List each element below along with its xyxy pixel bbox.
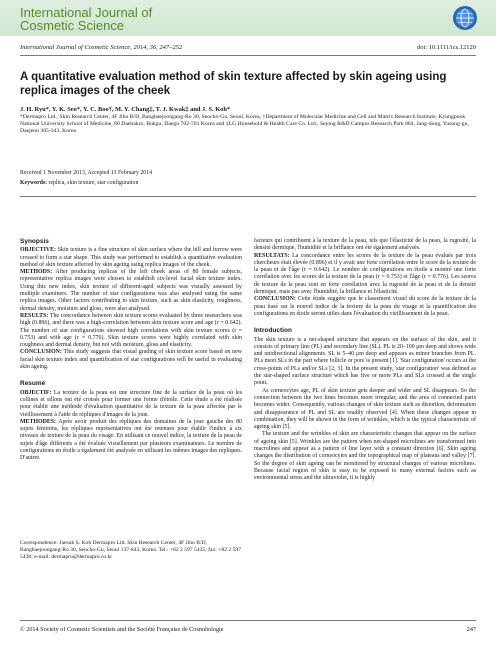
resume-conclusion: CONCLUSION: Cette étude suggère que le classement visuel du score de la texture de la peau basé sur le nouvel indice de la texture de la peau du visage et la quantification des configurations en étoile seront utiles dans l'évaluation du vieillissement de la peau. (254, 296, 476, 317)
running-head-doi[interactable]: doi: 10.1111/ics.12120 (416, 44, 476, 51)
intro-paragraph-1: The skin texture is a net-shaped structure that appears on the surface of the skin, and it consists of primary line (PL) and secondary line (SL). PL is 20–100 μm deep and shows wide and unidirectional alignments. SL is 5–40 μm deep and appears as minor branches from PL. PLs meet SLs in the part where follicle or pore is present [1]. 'Star configuration' occurs at the cross-points of PLs and/or SLs [2, 3]. In the present study, 'star configuration' was defined as the star-shaped surface structure which has five or more PLs and SLs crossed at the single point. (254, 336, 476, 387)
synopsis-heading: Synopsis (20, 238, 49, 245)
left-column (20, 238, 242, 463)
keywords-label: Keywords: (20, 180, 48, 186)
intro-paragraph-2: As corneocytes age, PL of skin texture gets deeper and wider and SL disappears. So the connection between the two lines becomes more irregular, and the area of connected parts becomes wider. Consequently, various changes of skin texture such as distortion, deformation and disappearance of PL and SL are readily observed [4]. When these changes appear in combination, they will be shown in the form of wrinkles, which is the typical characteristic of ageing skin [5]. (254, 387, 476, 431)
resume-resultats: RESULTATS: La concordance entre les scores de la texture de la peau évalués par trois chercheurs était élevée (0.896) et il y avait une forte corrélation entre le score de la texture de la peau et de l'âge (r = 0.642). Le nombre de configurations en étoile a montré une forte corrélation avec les scores de la texture de la peau (r = 0.753) et l'âge (r = 0.776). Les scores de texture de la peau sont en forte corrélation avec la rugosité de la peau et de la densité dermique, mais pas avec l'humidité, la brillance et l'élasticité. (254, 252, 476, 296)
right-column (254, 238, 476, 483)
author-list: J. H. Ryu*, Y. K. Seo*, Y. C. Boo†, M. Y. Chang‡, T. J. Kwak‡ and J. S. Koh* (20, 106, 231, 113)
abstract-rule (20, 196, 476, 197)
keywords (20, 180, 138, 186)
received-dates: Received 1 November 2013, Accepted 13 February 2014 (20, 170, 153, 176)
page-number: 247 (466, 626, 476, 633)
journal-title-line2: Cosmetic Science (20, 18, 125, 33)
running-head-citation: International Journal of Cosmetic Science, 2014, 36, 247–252 (20, 44, 183, 51)
synopsis-objective: OBJECTIVE: Skin texture is a fine structure of skin surface where the hill and furrow were crossed to form a star shape. This study was performed to establish a quantitative evaluation method of skin texture affected by skin ageing using replica images of the cheek. (20, 247, 242, 268)
resume-methodes: METHODES: Après avoir produit des répliques des domaines de la joue gauche des 80 sujets féminins, les répliques représentatives ont été retenues pour établir l'indice à six niveaux de texture de la peau du visage. En utilisant ce nouvel indice, la texture de la peau de sujets d'âge différents a été évaluée visuellement par plusieurs examinateurs. Le nombre de configurations en étoile a également été analysée en utilisant les mêmes images des répliques. D'autres (20, 418, 242, 462)
resume-heading: Resumé (20, 380, 46, 388)
introduction-heading: Introduction (254, 327, 292, 335)
synopsis-methods: METHODS: After producing replicas of the left cheek areas of 80 female subjects, representative replica images were chosen to establish six-level facial skin texture index. Using this new index, skin texture of different-aged subjects was visually assessed by multiple examiners. The number of star configurations was also analysed using the same replica images. Other factors contributing to skin texture, such as skin elasticity, roughness, dermal density, moisture and gloss, were also analysed. (20, 269, 242, 312)
copyright-line: © 2014 Society of Cosmetic Scientists and the Société Française de Cosmétologie (20, 626, 224, 633)
journal-title-line1: International Journal of (20, 5, 153, 20)
footer-rule (20, 620, 476, 621)
resume-continued: facteurs qui contribuent à la texture de la peau, tels que l'élasticité de la peau, la rugosité, la densité dermique, l'humidité et la brillance ont été également analysés. (254, 238, 476, 252)
synopsis-results: RESULTS: The concordance between skin texture scores evaluated by three researchers was high (0.896), and there was a high-correlation between skin texture score and age (r = 0.642). The number of star configurations showed high correlations with skin texture scores (r = 0.753) and with age (r = 0.776). Skin texture scores were highly correlated with skin roughness and dermal density, but not with moisture, gloss and elasticity. (20, 312, 242, 349)
synopsis-conclusion: CONCLUSION: This study suggests that visual grading of skin texture score based on new facial skin texture index and quantification of star configurations will be useful in evaluating skin ageing. (20, 349, 242, 371)
scs-globe-logo-icon (452, 5, 478, 31)
journal-banner (0, 0, 496, 36)
affiliations: *Dermapro Ltd., Skin Research Center, 4F Jiho B/D, Bangbaejoongang-Ro 30, Seocho-Gu, Seoul, Korea, †Department of Molecular Medicine and Cell and Matrix Research Institute, Kyungpook National University School of Medicine, 80 Daehakro, Bukgu, Daegu 702-701 Korea and ‡LG Household & Health Care Co. Ltd., Sejong R&D Campus Research Park 884, Jang-dong, Yusong-gu, Daejeon 305-343, Korea (20, 114, 469, 135)
article-title: A quantitative evaluation method of skin texture affected by skin ageing using replica images of the cheek (20, 71, 447, 97)
intro-paragraph-3: The texture and the wrinkles of skin are characteristic changes that appear on the surface of ageing skin [5]. Wrinkles are the pattern when net-shaped microlines are transformed into macrolines and appear as a pattern of line layer with a constant direction [6]. Skin ageing changes the distribution of corneocytes and the topographical map of plateaus and valley [7]. So the degree of skin ageing can be monitored by structural changes of various microlines. Because facial region of skin is easy to be exposed to many external factors such as environmental stress and the ultraviolet, it is highly (254, 431, 476, 482)
resume-objectif: OBJECTIF: La texture de la peau est une structure fine de la surface de la peau où les collines et sillons ont été croisés pour former une forme d'étoile. Cette étude a été réalisée pour établir une méthode d'évaluation quantitative de la texture de la peau affectée par le vieillissement à l'aide de répliques d'images de la joue. (20, 389, 242, 418)
keywords-text: replica, skin texture, star configuration (48, 180, 139, 186)
correspondence-note: Correspondence: Jaesuk S. Koh Dermapro Ltd. Skin Research Center, 4F Jiho B/D, Bangbaejoongang-Ro 30, Seocho-Gu, Seoul 137-843, Korea. Tel.: +82 2 597 5435; fax: +82 2 597 5430; e-mail: dermapro@dermapro.co.kr (20, 540, 241, 561)
header-rule (20, 55, 476, 56)
